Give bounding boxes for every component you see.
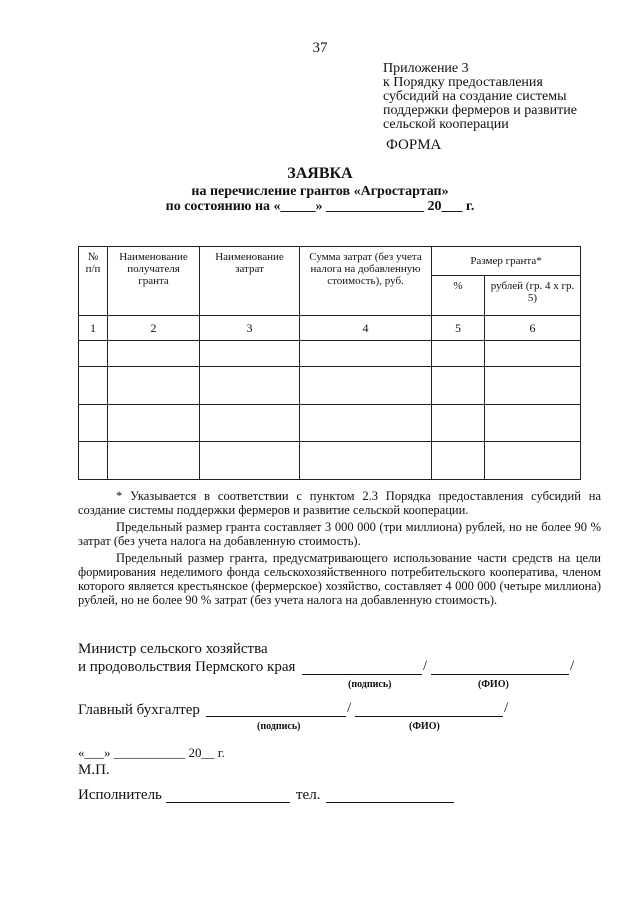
column-number: 5 [432,316,485,341]
separator-slash: / [423,658,428,674]
document-title: ЗАЯВКА [287,165,353,182]
table-cell[interactable] [108,341,200,367]
separator-slash: / [347,700,352,716]
table-cell[interactable] [300,442,432,480]
header-grant-size: Размер гранта* [432,247,581,276]
phone-label: тел. [296,787,321,803]
table-cell[interactable] [200,341,300,367]
accountant-fio-field[interactable] [355,716,503,717]
table-row [79,405,581,442]
table-row [79,341,581,367]
form-label: ФОРМА [386,137,442,153]
column-numbers-row [79,316,581,341]
table-cell[interactable] [79,405,108,442]
table-cell[interactable] [485,367,581,405]
header-rubles: рублей (гр. 4 х гр. 5) [485,276,581,316]
accountant-signature-field[interactable] [206,716,346,717]
table-cell[interactable] [108,405,200,442]
executor-name-field[interactable] [166,802,290,803]
table-cell[interactable] [200,367,300,405]
table-cell[interactable] [300,367,432,405]
subtitle-line: на перечисление грантов «Агростартап» [191,184,449,199]
separator-slash: / [570,658,575,674]
appendix-line: сельской кооперации [383,117,509,132]
appendix-line: поддержки фермеров и развитие [383,103,577,118]
notes-block [78,489,601,610]
accountant-title: Главный бухгалтер [78,702,200,718]
header-recipient: Наименование получателя гранта [108,247,200,316]
fio-label: (ФИО) [478,679,509,690]
table-cell[interactable] [300,341,432,367]
appendix-block [383,62,577,132]
header-percent: % [432,276,485,316]
table-cell[interactable] [200,405,300,442]
appendix-line: Приложение 3 [383,61,469,76]
date-line: «___» ___________ 20__ г. [78,745,225,760]
table-cell[interactable] [432,405,485,442]
table-cell[interactable] [485,442,581,480]
signature-label: (подпись) [257,721,301,732]
separator-slash: / [504,700,509,716]
table-row [79,442,581,480]
header-number: № п/п [79,247,108,316]
document-subtitle [0,184,640,214]
table-cell[interactable] [200,442,300,480]
table-row [79,367,581,405]
cooperative-grant-limit-text: Предельный размер гранта, предусматривающего использование части средств на цели формирования неделимого фонда сельскохозяйственного потребительского кооператива, членом которого является крестьянское (фермерское) хозяйство, составляет 4 000 000 (четыре миллиона) рублей, но не более 90 % затрат (без учета налога на добавленную стоимость). [78,551,601,607]
minister-signature-field[interactable] [302,674,422,675]
table-cell[interactable] [108,442,200,480]
table-cell[interactable] [108,367,200,405]
appendix-line: к Порядку предоставления [383,75,543,90]
minister-title-line1: Министр сельского хозяйства [78,641,268,657]
table-cell[interactable] [79,367,108,405]
table-cell[interactable] [432,442,485,480]
table-cell[interactable] [432,341,485,367]
table-cell[interactable] [300,405,432,442]
column-number: 4 [300,316,432,341]
signature-label: (подпись) [348,679,392,690]
executor-label: Исполнитель [78,787,162,803]
table-cell[interactable] [79,341,108,367]
header-costs-sum: Сумма затрат (без учета налога на добавленную стоимость), руб. [300,247,432,316]
table-cell[interactable] [485,405,581,442]
fio-label: (ФИО) [409,721,440,732]
appendix-line: субсидий на создание системы [383,89,567,104]
column-number: 6 [485,316,581,341]
grant-limit-text: Предельный размер гранта составляет 3 000 000 (три миллиона) рублей, но не более 90 % затрат (без учета налога на добавленную стоимость). [78,520,601,548]
minister-title-line2: и продовольствия Пермского края [78,659,296,675]
table-cell[interactable] [485,341,581,367]
table-cell[interactable] [79,442,108,480]
grant-table [78,246,581,480]
column-number: 2 [108,316,200,341]
minister-fio-field[interactable] [431,674,569,675]
column-number: 3 [200,316,300,341]
phone-field[interactable] [326,802,454,803]
page-number: 37 [312,40,328,56]
table-cell[interactable] [432,367,485,405]
header-costs-name: Наименование затрат [200,247,300,316]
seal-label: М.П. [78,762,110,778]
column-number: 1 [79,316,108,341]
subtitle-date-line: по состоянию на «_____» ______________ 20___ г. [165,199,475,214]
footnote-text: * Указывается в соответствии с пунктом 2.3 Порядка предоставления субсидий на создание системы поддержки фермеров и развитие сельской кооперации. [78,489,601,517]
